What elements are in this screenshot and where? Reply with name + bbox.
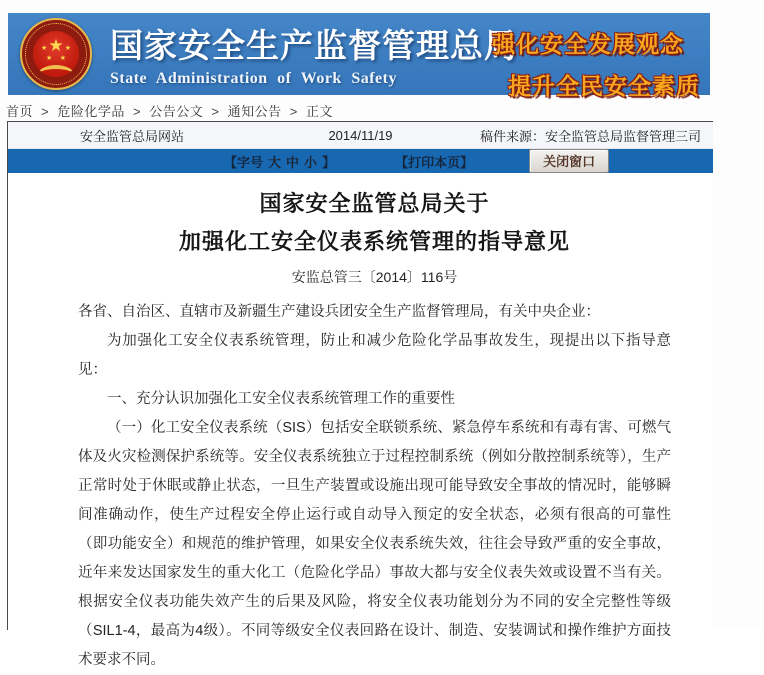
close-window-button[interactable]: 关闭窗口 [529, 149, 609, 173]
breadcrumb-separator: > [211, 104, 220, 119]
star-icon: ★ [41, 45, 48, 52]
star-icon: ★ [48, 36, 64, 55]
breadcrumb-announcements[interactable]: 公告公文 [149, 104, 204, 119]
breadcrumb-separator: > [289, 104, 298, 119]
paragraph-section-heading: 一、充分认识加强化工安全仪表系统管理工作的重要性 [107, 391, 455, 407]
article-body [78, 298, 671, 675]
org-name-en: State Administration of Work Safety [110, 70, 397, 87]
breadcrumb-home[interactable]: 首页 [6, 104, 34, 119]
breadcrumb [6, 101, 333, 120]
national-emblem-icon [20, 18, 92, 90]
paragraph-intro: 为加强化工安全仪表系统管理，防止和减少危险化学品事故发生，现提出以下指导意见： [78, 333, 671, 378]
breadcrumb-notices[interactable]: 通知公告 [227, 104, 282, 119]
star-icon: ★ [46, 55, 53, 62]
font-size-label-close: 】 [322, 154, 336, 170]
site-header [8, 13, 710, 99]
document-number: 安监总管三〔2014〕116号 [291, 269, 458, 285]
article-frame [7, 121, 713, 668]
paragraph-salutation: 各省、自治区、直辖市及新疆生产建设兵团安全生产监督管理局，有关中央企业： [78, 304, 600, 320]
font-size-large-button[interactable]: 大 [268, 154, 282, 170]
emblem-core [33, 31, 79, 77]
meta-bar [8, 122, 713, 149]
font-size-medium-button[interactable]: 中 [286, 154, 300, 170]
slogan-line-1: 强化安全发展观念 [492, 31, 684, 57]
slogan-line-2: 提升全民安全素质 [508, 73, 700, 99]
star-icon: ★ [59, 55, 66, 62]
breadcrumb-separator: > [41, 104, 50, 119]
breadcrumb-hazchem[interactable]: 危险化学品 [57, 104, 125, 119]
org-name-cn: 国家安全生产监督管理总局 [110, 27, 518, 64]
breadcrumb-current: 正文 [305, 104, 333, 119]
org-names [110, 20, 518, 88]
font-size-control [224, 152, 335, 171]
paragraph-body: （一）化工安全仪表系统（SIS）包括安全联锁系统、紧急停车系统和有毒有害、可燃气体及火灾检测保护系统等。安全仪表系统独立于过程控制系统（例如分散控制系统等），生产正常时处于休眠或静止状态，一旦生产装置或设施出现可能导致安全事故的情况时，能够瞬间准确动作，使生产过程安全停止运行或自动导入预定的安全状态，必须有很高的可靠性（即功能安全）和规范的维护管理，如果安全仪表系统失效，往往会导致严重的安全事故，近年来发达国家发生的重大化工（危险化学品）事故大都与安全仪表失效或设置不当有关。根据安全仪表功能失效产生的后果及风险，将安全仪表功能划分为不同的安全完整性等级（SIL1-4，最高为4级）。不同等级安全仪表回路在设计、制造、安装调试和操作维护方面技术要求不同。 [78, 420, 671, 668]
article-title-line-2: 加强化工安全仪表系统管理的指导意见 [178, 229, 570, 254]
star-icon: ★ [64, 45, 71, 52]
print-page-link[interactable]: 【打印本页】 [395, 154, 474, 170]
emblem-wreath [37, 65, 75, 77]
breadcrumb-separator: > [133, 104, 142, 119]
article [8, 173, 713, 675]
meta-date: 2014/11/19 [328, 127, 393, 143]
meta-source-site: 安全监管总局网站 [80, 128, 185, 144]
toolbar [8, 149, 713, 173]
meta-source-department: 稿件来源：安全监管总局监督管理三司 [479, 128, 701, 144]
article-title-line-1: 国家安全监管总局关于 [259, 191, 490, 216]
font-size-label: 【字号 [224, 154, 264, 170]
font-size-small-button[interactable]: 小 [304, 154, 318, 170]
slogan-banner [492, 26, 700, 101]
